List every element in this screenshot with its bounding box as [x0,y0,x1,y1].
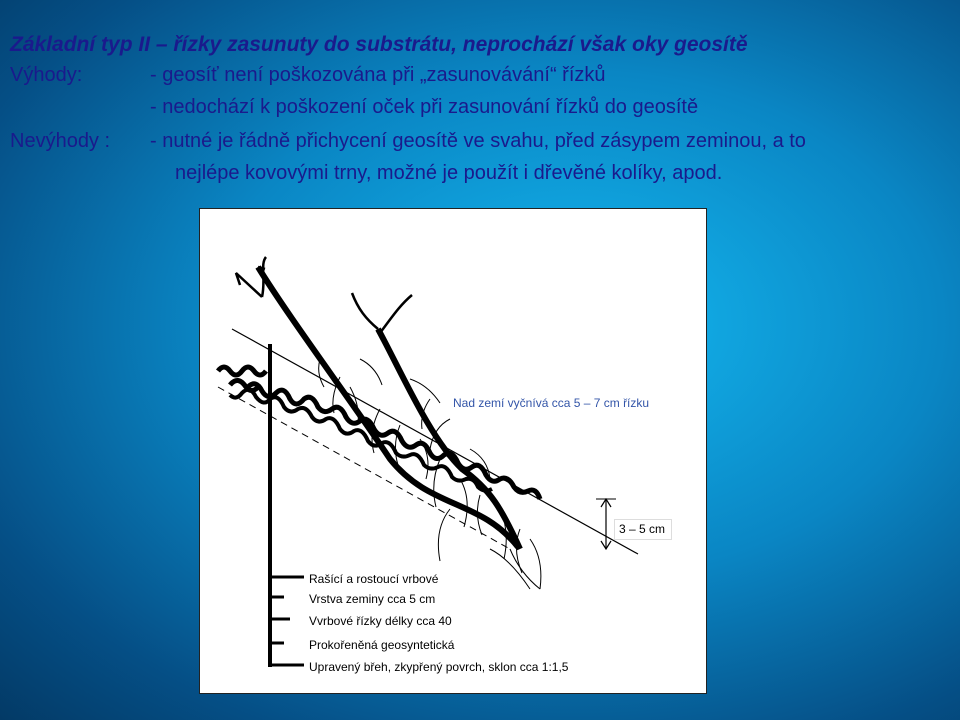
advantage-item: - nedochází k poškození oček při zasunování řízků do geosítě [150,96,699,118]
slide-title: Základní typ II – řízky zasunuty do substrátu, neprochází však oky geosítě [10,33,748,56]
legend-item: Vvrbové řízky délky cca 40 [306,614,455,629]
advantage-item: - geosíť není poškozována při „zasunovávání“ řízků [150,64,606,86]
willow-shoot-2 [352,293,412,333]
diagram-panel [199,208,707,694]
legend-item: Rašící a rostoucí vrbové [306,572,441,587]
cutting-protrusion-note: Nad zemí vyčnívá cca 5 – 7 cm řízku [453,396,650,410]
disadvantages-label: Nevýhody : [10,130,111,152]
roots [319,359,541,589]
dimension-label: 3 – 5 cm [614,519,672,540]
legend-item: Upravený břeh, zkypřený povrch, sklon cca 1:1,5 [306,660,600,675]
advantages-label: Výhody: [10,64,83,86]
geosynthetic-mat [218,367,540,499]
legend-item: Prokořeněná geosyntetická [306,638,457,653]
slope-surface-line [232,329,638,554]
disadvantage-item: - nutné je řádně přichycení geosítě ve svahu, před zásypem zeminou, a to [150,130,806,152]
legend-item: Vrstva zeminy cca 5 cm [306,592,438,607]
disadvantage-item-continued: nejlépe kovovými trny, možné je použít i dřevěné kolíky, apod. [175,162,723,184]
legend-leader-ticks [270,577,304,665]
